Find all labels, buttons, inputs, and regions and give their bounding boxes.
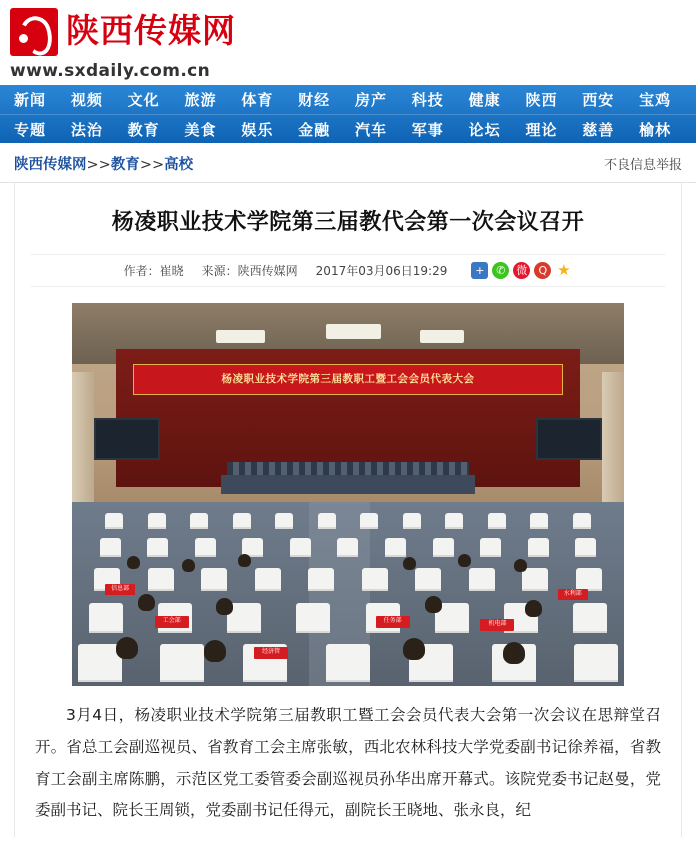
share-toolbar — [471, 262, 572, 279]
article-author: 作者：崔晓 — [123, 264, 184, 278]
photo-ceiling-light-1 — [216, 330, 266, 343]
flame-logo-icon — [10, 8, 58, 56]
nav-row-primary — [0, 85, 696, 114]
nav-item-education[interactable]: 教育 — [127, 120, 160, 139]
article-photo — [72, 303, 624, 686]
nav-item-banking[interactable]: 金融 — [298, 120, 331, 139]
site-logo-text: 陕西传媒网 — [66, 11, 236, 50]
nav-item-theory[interactable]: 理论 — [525, 120, 558, 139]
photo-head-table — [221, 475, 475, 494]
seat-tag: 水利部 — [558, 589, 588, 600]
site-masthead — [0, 0, 696, 85]
wechat-icon[interactable]: ✆ — [492, 262, 509, 279]
nav-item-military[interactable]: 军事 — [411, 120, 444, 139]
photo-ceiling-light-2 — [326, 324, 381, 339]
nav-item-charity[interactable]: 慈善 — [582, 120, 615, 139]
breadcrumb-sep-2: >> — [139, 157, 165, 173]
nav-item-special[interactable]: 专题 — [14, 120, 47, 139]
article-timestamp: 2017年03月06日19:29 — [315, 264, 448, 278]
page-title: 杨凌职业技术学院第三届教代会第一次会议召开 — [111, 210, 585, 235]
breadcrumb-sep-1: >> — [86, 157, 111, 173]
breadcrumb — [14, 153, 193, 174]
nav-item-yulin[interactable]: 榆林 — [639, 120, 672, 139]
nav-item-food[interactable]: 美食 — [184, 120, 217, 139]
photo-seat-row — [72, 644, 624, 682]
nav-item-video[interactable]: 视频 — [70, 91, 103, 109]
nav-item-news[interactable]: 新闻 — [14, 91, 47, 109]
seat-tag: 信息部 — [105, 584, 135, 595]
nav-item-forum[interactable]: 论坛 — [468, 120, 501, 139]
photo-seat-row — [72, 513, 624, 529]
nav-item-sports[interactable]: 体育 — [241, 91, 274, 109]
weibo-icon[interactable]: 微 — [513, 262, 530, 279]
main-navigation — [0, 85, 696, 143]
nav-row-secondary — [0, 114, 696, 143]
seat-tag: 任务部 — [376, 616, 410, 628]
qq-icon[interactable]: Q — [534, 262, 551, 279]
breadcrumb-subsection[interactable]: 高校 — [164, 157, 194, 173]
nav-item-xian[interactable]: 西安 — [582, 91, 615, 109]
site-url: www.sxdaily.com.cn — [10, 61, 211, 81]
nav-item-finance[interactable]: 财经 — [298, 91, 331, 109]
report-bad-info-link[interactable]: 不良信息举报 — [603, 158, 682, 173]
nav-item-health[interactable]: 健康 — [468, 91, 501, 109]
breadcrumb-bar — [0, 143, 696, 183]
nav-item-realestate[interactable]: 房产 — [354, 91, 387, 109]
nav-item-travel[interactable]: 旅游 — [184, 91, 217, 109]
photo-monitor-left — [94, 418, 160, 460]
nav-item-law[interactable]: 法治 — [70, 120, 103, 139]
photo-ceiling-light-3 — [420, 330, 464, 343]
nav-item-baoji[interactable]: 宝鸡 — [639, 91, 672, 109]
nav-item-culture[interactable]: 文化 — [127, 91, 160, 109]
favorite-star-icon[interactable]: ★ — [557, 261, 571, 279]
breadcrumb-section[interactable]: 教育 — [110, 157, 140, 173]
photo-audience-seating — [72, 510, 624, 686]
nav-item-tech[interactable]: 科技 — [411, 91, 444, 109]
photo-seat-row — [72, 538, 624, 557]
seat-tag: 工会部 — [155, 616, 189, 628]
nav-item-auto[interactable]: 汽车 — [354, 120, 387, 139]
photo-pillar-left — [72, 372, 94, 518]
nav-item-shaanxi[interactable]: 陕西 — [525, 91, 558, 109]
photo-stage-banner: 杨凌职业技术学院第三届教职工暨工会会员代表大会 — [133, 364, 564, 395]
photo-seat-row — [72, 568, 624, 591]
article-source: 来源：陕西传媒网 — [201, 264, 298, 278]
seat-tag: 经济管 — [254, 647, 288, 659]
article-body-paragraph: 3月4日，杨凌职业技术学院第三届教职工暨工会会员代表大会第一次会议在思辩堂召开。省总工会副巡视员、省教育工会主席张敏，西北农林科技大学党委副书记徐养福，省教育工会副主席陈鹏，示范区党工委管委会副巡视员孙华出席开幕式。该院党委书记赵曼，党委副书记、院长王周锁，党委副书记任得元，副院长王晓地、张永良，纪 — [35, 706, 661, 820]
photo-monitor-right — [536, 418, 602, 460]
share-plus-icon[interactable]: + — [471, 262, 488, 279]
breadcrumb-site[interactable]: 陕西传媒网 — [14, 157, 87, 173]
site-logo[interactable] — [10, 8, 686, 56]
seat-tag: 机电部 — [480, 619, 514, 631]
photo-pillar-right — [602, 372, 624, 518]
article-container — [14, 183, 682, 837]
article-meta-bar — [31, 254, 665, 287]
nav-item-entertainment[interactable]: 娱乐 — [241, 120, 274, 139]
